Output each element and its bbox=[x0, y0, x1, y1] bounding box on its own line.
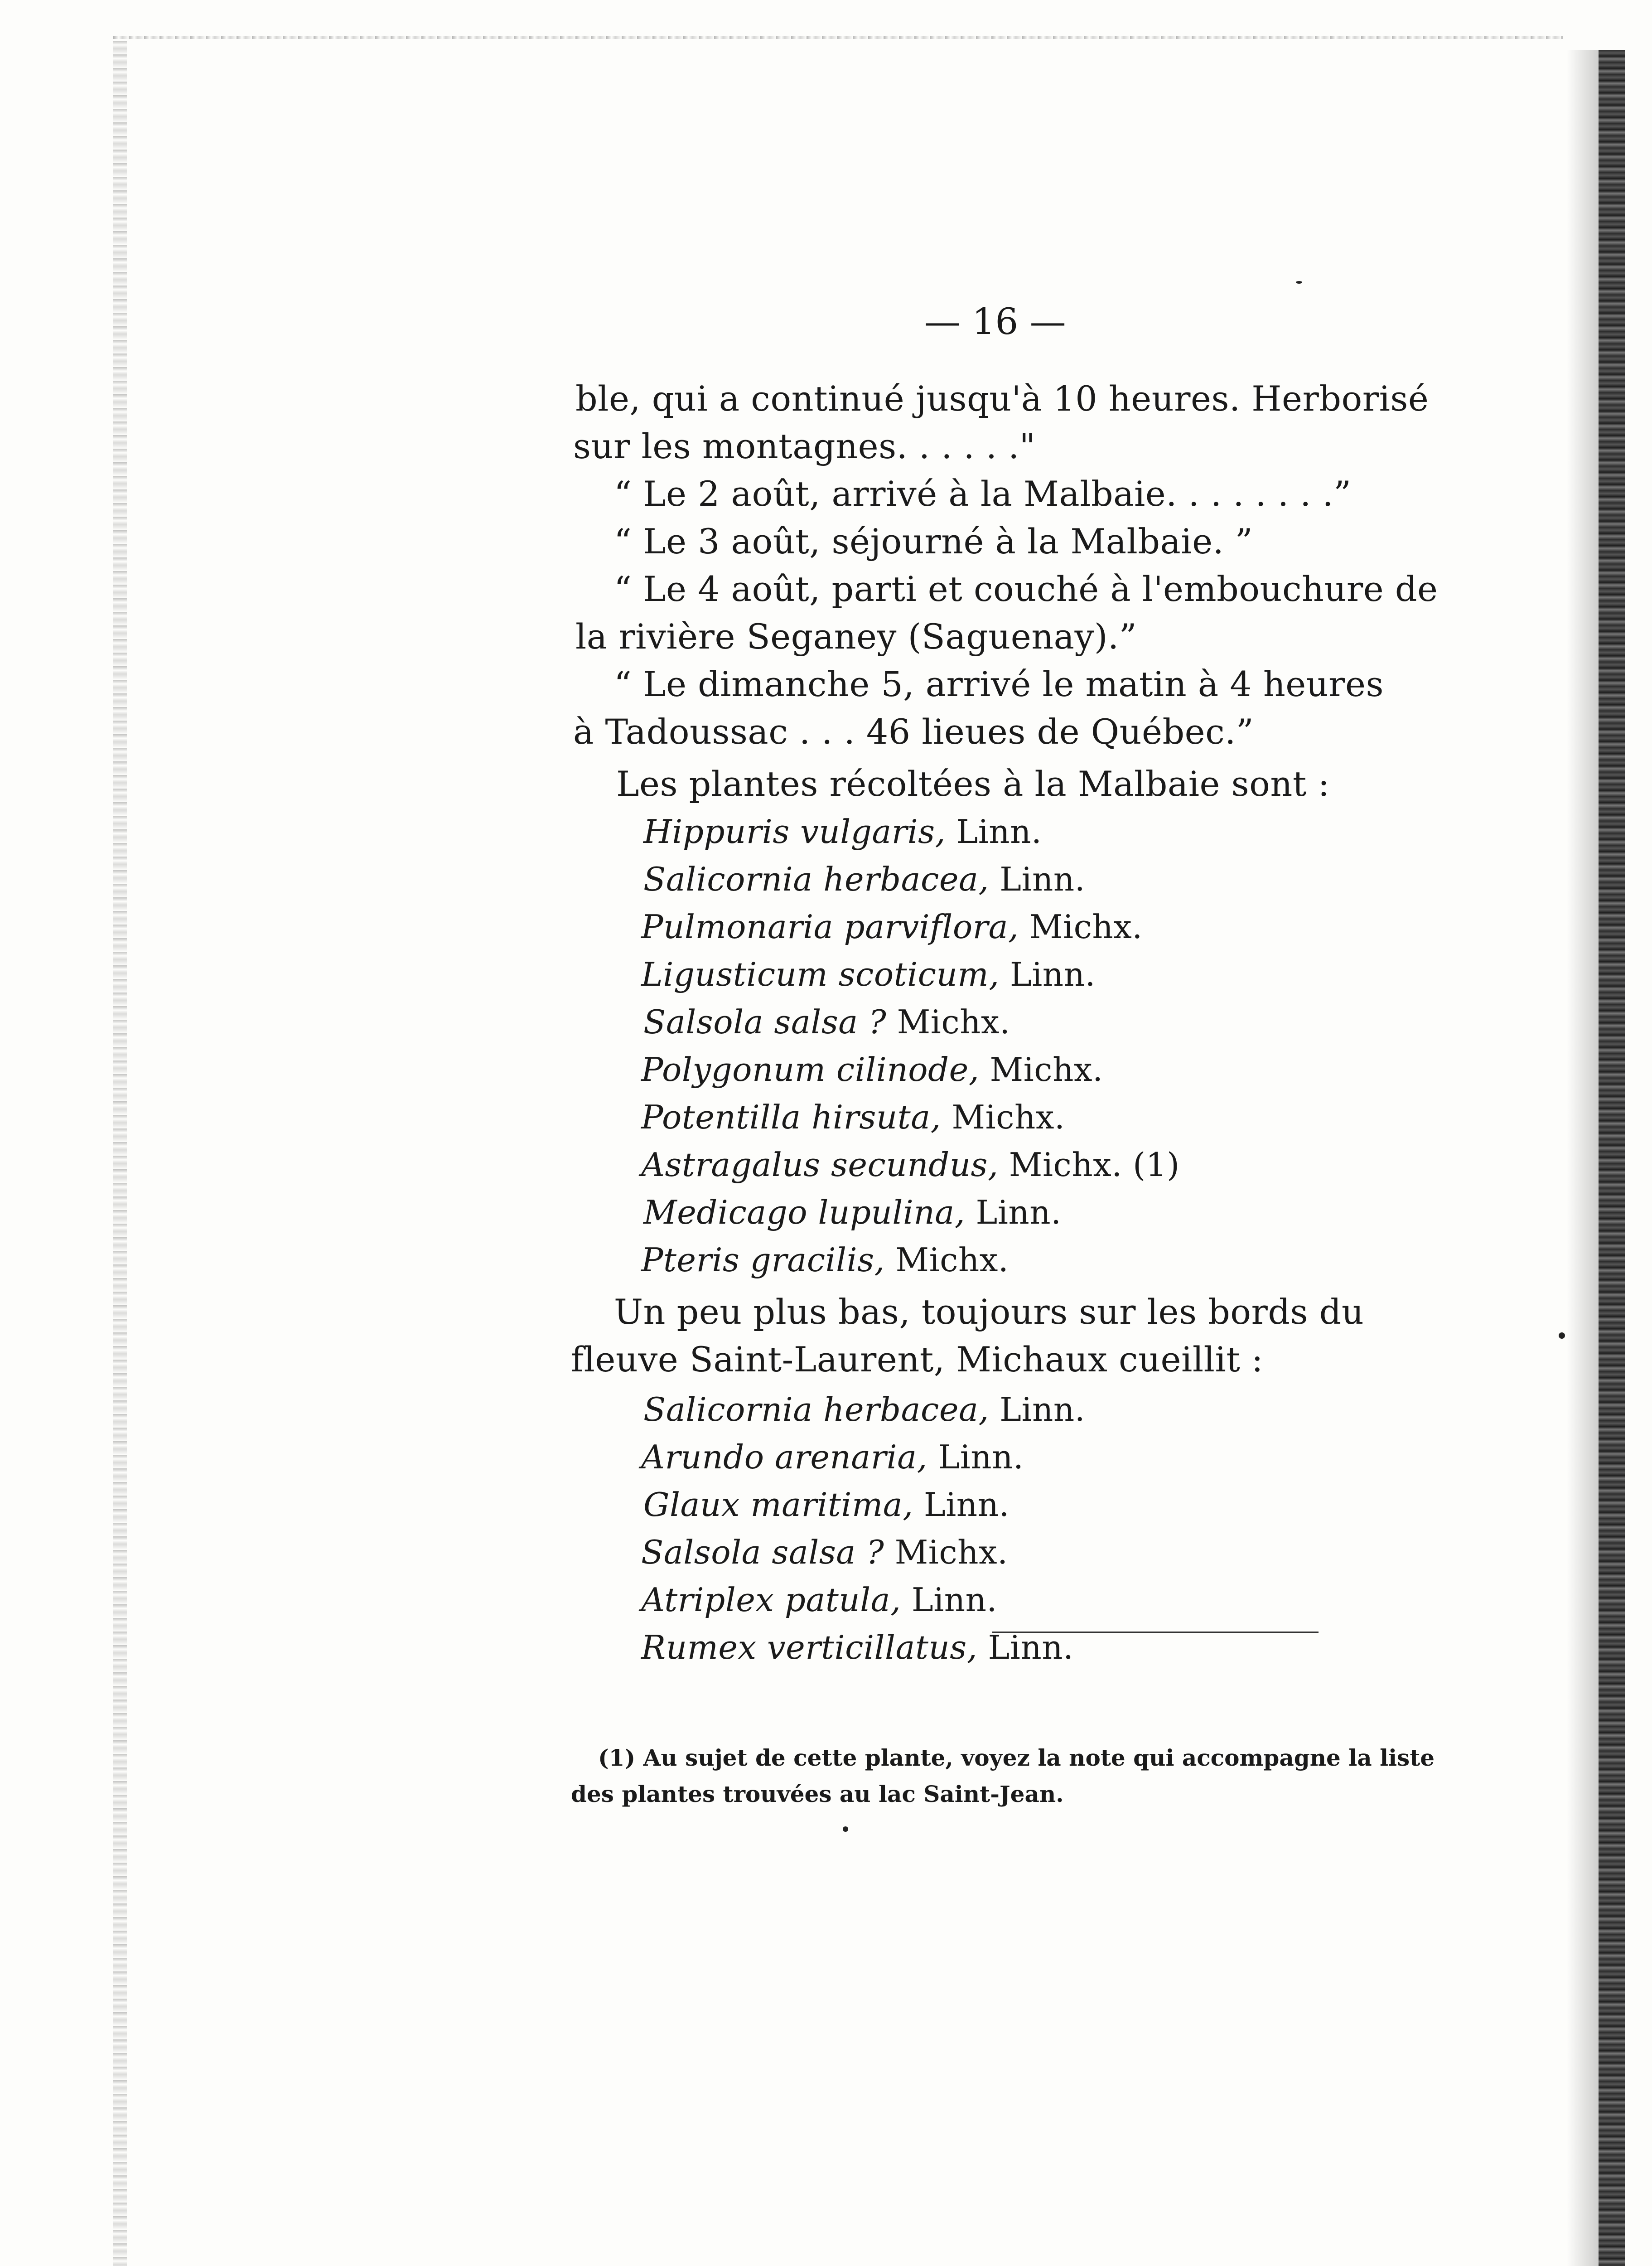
plant-name: Salicornia herbacea, bbox=[643, 1390, 989, 1428]
plant-author: Linn. bbox=[1000, 1390, 1086, 1428]
plant-name: Polygonum cilinode, bbox=[641, 1051, 980, 1089]
plant-author: Michx. bbox=[895, 1241, 1009, 1279]
body-line: sur les montagnes. . . . . ." bbox=[573, 426, 1036, 466]
footnote-line: (1) Au sujet de cette plante, voyez la note qui accompagne la liste bbox=[598, 1744, 1435, 1771]
plant-author: Michx. bbox=[897, 1003, 1010, 1041]
plant-name: Medicago lupulina, bbox=[643, 1193, 966, 1231]
plant-author: Linn. bbox=[1000, 860, 1086, 898]
plant-author: Michx. bbox=[990, 1051, 1103, 1089]
plant-name: Salsola salsa ? bbox=[641, 1533, 884, 1571]
scan-speck bbox=[1296, 281, 1302, 284]
plant-entry bbox=[641, 1237, 1009, 1283]
body-line: Un peu plus bas, toujours sur les bords du bbox=[614, 1292, 1364, 1332]
plant-entry bbox=[643, 999, 1010, 1045]
plant-entry bbox=[641, 904, 1143, 949]
plant-name: Ligusticum scoticum, bbox=[641, 955, 1000, 993]
body-line: à Tadoussac . . . 46 lieues de Québec.” bbox=[573, 712, 1254, 752]
plant-entry bbox=[641, 1434, 1024, 1480]
plant-name: Rumex verticillatus, bbox=[641, 1628, 978, 1666]
plant-entry bbox=[641, 1577, 997, 1622]
scan-left-edge bbox=[113, 41, 127, 2266]
plant-author: Linn. bbox=[923, 1486, 1010, 1524]
plant-author: Linn. bbox=[988, 1628, 1074, 1666]
body-line: “ Le 2 août, arrivé à la Malbaie. . . . . . . .” bbox=[614, 474, 1352, 514]
plant-name: Hippuris vulgaris, bbox=[643, 813, 946, 851]
plant-author: Michx. bbox=[894, 1533, 1008, 1571]
plant-name: Salicornia herbacea, bbox=[643, 860, 989, 898]
plant-name: Astragalus secundus, bbox=[641, 1146, 999, 1184]
body-line: fleuve Saint-Laurent, Michaux cueillit : bbox=[571, 1339, 1264, 1380]
plant-name: Atriplex patula, bbox=[641, 1581, 901, 1619]
plant-author: Michx. bbox=[952, 1098, 1065, 1136]
footnote-line: des plantes trouvées au lac Saint-Jean. bbox=[571, 1781, 1064, 1807]
plant-author: Michx. bbox=[1029, 908, 1143, 946]
plant-entry bbox=[643, 809, 1042, 854]
plant-name: Pteris gracilis, bbox=[641, 1241, 885, 1279]
plant-author: Linn. bbox=[911, 1581, 997, 1619]
body-line: “ Le 4 août, parti et couché à l'embouchure de bbox=[614, 569, 1438, 609]
plant-entry bbox=[643, 1190, 1061, 1235]
list-heading: Les plantes récoltées à la Malbaie sont : bbox=[616, 764, 1330, 804]
scan-speck bbox=[843, 1826, 848, 1832]
page-number: — 16 — bbox=[924, 300, 1066, 343]
scan-right-shadow bbox=[1567, 50, 1599, 2266]
plant-entry bbox=[643, 1387, 1085, 1432]
plant-name: Pulmonaria parviflora, bbox=[641, 908, 1019, 946]
plant-author: Linn. bbox=[1010, 955, 1096, 993]
scan-speck bbox=[1559, 1332, 1565, 1339]
plant-author: Linn. bbox=[976, 1193, 1062, 1231]
body-line: “ Le 3 août, séjourné à la Malbaie. ” bbox=[614, 521, 1253, 562]
plant-entry bbox=[643, 1482, 1010, 1527]
body-line: ble, qui a continué jusqu'à 10 heures. Herborisé bbox=[575, 378, 1429, 419]
plant-entry bbox=[641, 1142, 1180, 1187]
plant-name: Glaux maritima, bbox=[643, 1486, 913, 1524]
plant-entry bbox=[641, 1094, 1065, 1140]
scan-top-edge bbox=[113, 36, 1563, 39]
body-line: “ Le dimanche 5, arrivé le matin à 4 heures bbox=[614, 664, 1384, 704]
plant-entry bbox=[641, 952, 1096, 997]
body-line: la rivière Seganey (Saguenay).” bbox=[575, 616, 1137, 657]
plant-entry bbox=[641, 1047, 1103, 1092]
plant-author: Linn. bbox=[956, 813, 1042, 851]
plant-author: Linn. bbox=[938, 1438, 1024, 1476]
plant-entry bbox=[641, 1530, 1008, 1575]
scan-right-edge bbox=[1599, 50, 1625, 2266]
plant-entry bbox=[643, 857, 1085, 902]
plant-author: Michx. (1) bbox=[1009, 1146, 1180, 1184]
plant-name: Salsola salsa ? bbox=[643, 1003, 887, 1041]
plant-entry bbox=[641, 1625, 1073, 1670]
plant-name: Potentilla hirsuta, bbox=[641, 1098, 941, 1136]
plant-name: Arundo arenaria, bbox=[641, 1438, 927, 1476]
